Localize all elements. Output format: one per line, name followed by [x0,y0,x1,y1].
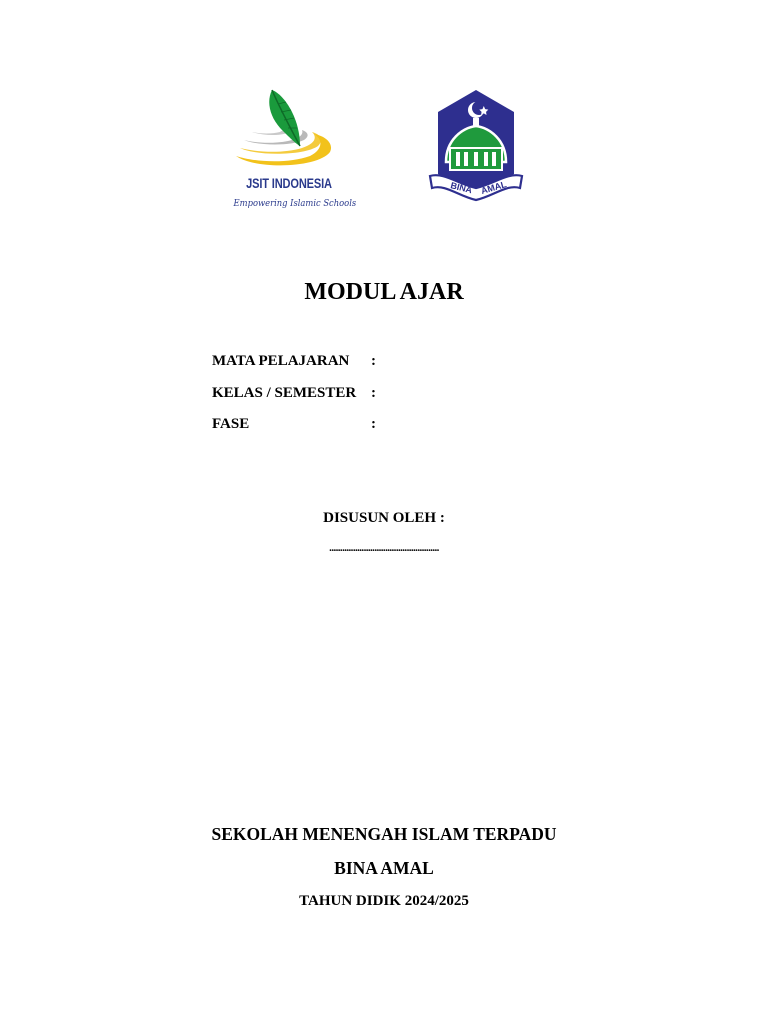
author-placeholder-line: ................................................... [329,542,439,554]
page-title: MODUL AJAR [304,279,464,305]
phase-colon: : [371,416,376,432]
subject-label: MATA PELAJARAN [212,353,350,369]
composed-by-label: DISUSUN OLEH : [323,510,445,526]
jsit-logo-tagline: Empowering Islamic Schools [233,198,357,209]
class-semester-label: KELAS / SEMESTER [212,384,357,401]
school-type: SEKOLAH MENENGAH ISLAM TERPADU [211,824,557,844]
quill-feather-icon [226,86,352,176]
bina-amal-logo [428,88,524,212]
phase-label: FASE [212,416,250,432]
school-name: BINA AMAL [334,858,434,878]
jsit-logo-name: JSIT INDONESIA [246,176,332,191]
academic-year: TAHUN DIDIK 2024/2025 [299,893,469,909]
svg-text:AMAL: AMAL [479,179,508,196]
class-semester-colon: : [371,384,376,401]
jsit-indonesia-logo [226,86,357,218]
subject-colon: : [371,353,376,369]
svg-text:BINA: BINA [449,180,474,196]
mosque-crescent-shield-icon [428,88,524,212]
